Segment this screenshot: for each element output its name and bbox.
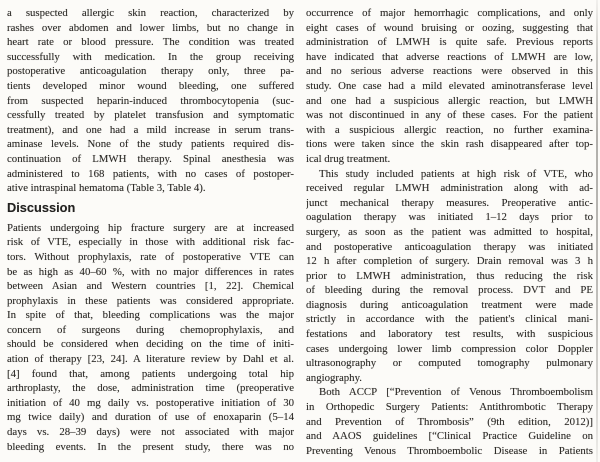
text-line: and Prevention of Thrombosis” (9th edition, 2012)]	[306, 415, 593, 428]
text-line: Patients undergoing hip fracture surgery are at increased	[7, 221, 294, 234]
paragraph	[306, 6, 593, 167]
text-line: study. One case had a mild elevated aminotransferase level	[306, 79, 593, 92]
text-line: junct mechanical therapy measures. Preoperative antic-	[306, 196, 593, 209]
text-line: arthroplasty, the dose, administration time (preoperative	[7, 382, 294, 395]
text-line: bleeding events. In the present study, there was no	[7, 440, 294, 453]
text-line: of bleeding during the removal process. DVT and PE	[306, 284, 593, 297]
text-line: administered to 168 patients, with no cases of postoper-	[7, 167, 294, 180]
text-line: treatment), and one had a mild increase in serum trans-	[7, 123, 294, 136]
text-line: tors. Without prophylaxis, rate of postoperative VTE can	[7, 250, 294, 263]
text-line: festations and laboratory test results, with suspicious	[306, 328, 593, 341]
text-line: and postoperative anticoagulation therapy was initiated	[306, 240, 593, 253]
text-line: occurrence of major hemorrhagic complications, and only	[306, 7, 593, 19]
text-line: tions were taken since the skin rash disappeared after top-	[306, 138, 593, 151]
page-edge-artifact	[596, 0, 598, 462]
text-line: ical drug treatment.	[306, 152, 391, 165]
text-line: and one had a suspicious allergic reaction, but LMWH	[306, 94, 593, 107]
text-line: with a suspicious allergic reaction, no further examina-	[306, 123, 593, 136]
text-line: ative intraspinal hematoma (Table 3, Table 4).	[7, 182, 206, 195]
paragraph	[306, 167, 593, 386]
text-line: initiation of 40 mg daily vs. postoperative initiation of 30	[7, 396, 294, 409]
text-line: days vs. 28–39 days) were not associated with major	[7, 426, 294, 439]
text-line: concern of surgeons during chemoprophylaxis, and	[7, 323, 294, 336]
text-line: [4] found that, among patients undergoing total hip	[7, 367, 294, 380]
text-line: ation of therapy [23, 24]. A literature review by Dahl et al.	[7, 353, 294, 366]
text-line: surgery, as soon as the patient was admitted to hospital,	[306, 225, 593, 238]
text-line: postoperative anticoagulation therapy only, three pa-	[7, 65, 294, 78]
text-line: rashes over abdomen and lower limbs, but no change in	[7, 21, 294, 34]
text-line: continuation of LMWH therapy. Spinal anesthesia was	[7, 152, 294, 165]
text-line: In spite of that, bleeding complications was the major	[7, 309, 294, 322]
text-line: be as high as 40–60 %, with no major differences in rates	[7, 265, 294, 278]
paragraph	[7, 221, 294, 455]
left-column	[7, 6, 294, 454]
text-line: should be considered when deciding on the time of initi-	[7, 338, 294, 351]
text-line: This study included patients at high risk of VTE, who	[319, 167, 593, 180]
text-line: eight cases of wound bruising or oozing, suggesting that	[306, 21, 593, 34]
text-line: prior to LMWH administration, thus reducing the risk	[306, 269, 593, 282]
right-column	[306, 6, 593, 458]
text-line: heart rate or blood pressure. The condition was treated	[7, 36, 294, 49]
text-line: ultrasonography or computed tomography pulmonary	[306, 357, 593, 370]
text-line: administration of LMWH is quite safe. Previous reports	[306, 36, 593, 49]
text-line: in Orthopedic Surgery Patients: Antithrombotic Therapy	[306, 401, 593, 414]
text-line: was not discontinued in any of these cases. For the patient	[306, 109, 593, 122]
text-line: have indicated that adverse reactions of LMWH are low,	[306, 50, 593, 63]
text-line: prophylaxis in these patients was considered appropriate.	[7, 294, 294, 307]
text-line: aminase levels. None of the study patients required dis-	[7, 138, 294, 151]
text-line: successfully with medication. In the group receiving	[7, 50, 294, 63]
text-line: cessfully treated by platelet transfusion and symptomatic	[7, 109, 294, 122]
text-line: Preventing Venous Thromboembolic Disease in Patients	[306, 444, 593, 457]
text-line: a suspected allergic skin reaction, characterized by	[7, 7, 294, 19]
text-line: Both ACCP [“Prevention of Venous Thromboembolism	[319, 386, 593, 399]
paragraph	[306, 385, 593, 458]
text-line: cases undergoing lower limb compression color Doppler	[306, 342, 593, 355]
text-line: 12 h after completion of surgery. Drain removal was 3 h	[306, 255, 593, 268]
text-line: and no serious adverse reactions were observed in this	[306, 65, 593, 78]
text-line: oagulation therapy was initiated 1–12 days prior to	[306, 211, 593, 224]
text-line: received regular LMWH administration along with ad-	[306, 182, 593, 195]
text-line: and AAOS guidelines [“Clinical Practice Guideline on	[306, 430, 593, 443]
paragraph	[7, 6, 294, 196]
text-line: risk of VTE, especially in those with additional risk fac-	[7, 236, 294, 249]
text-line: angiography.	[306, 371, 362, 384]
section-heading-discussion: Discussion	[7, 199, 76, 215]
text-line: mg twice daily) and duration of use of enoxaparin (5–14	[7, 411, 294, 424]
text-line: strictly in accordance with the patient's clinical mani-	[306, 313, 593, 326]
text-line: tients developed minor wound bleeding, one suffered	[7, 79, 294, 92]
text-line: from suspected heparin-induced thrombocytopenia (suc-	[7, 94, 294, 107]
text-line: between Asian and Western countries [1, 22]. Chemical	[7, 280, 294, 293]
text-line: diagnosis during anticoagulation treatment were made	[306, 298, 593, 311]
